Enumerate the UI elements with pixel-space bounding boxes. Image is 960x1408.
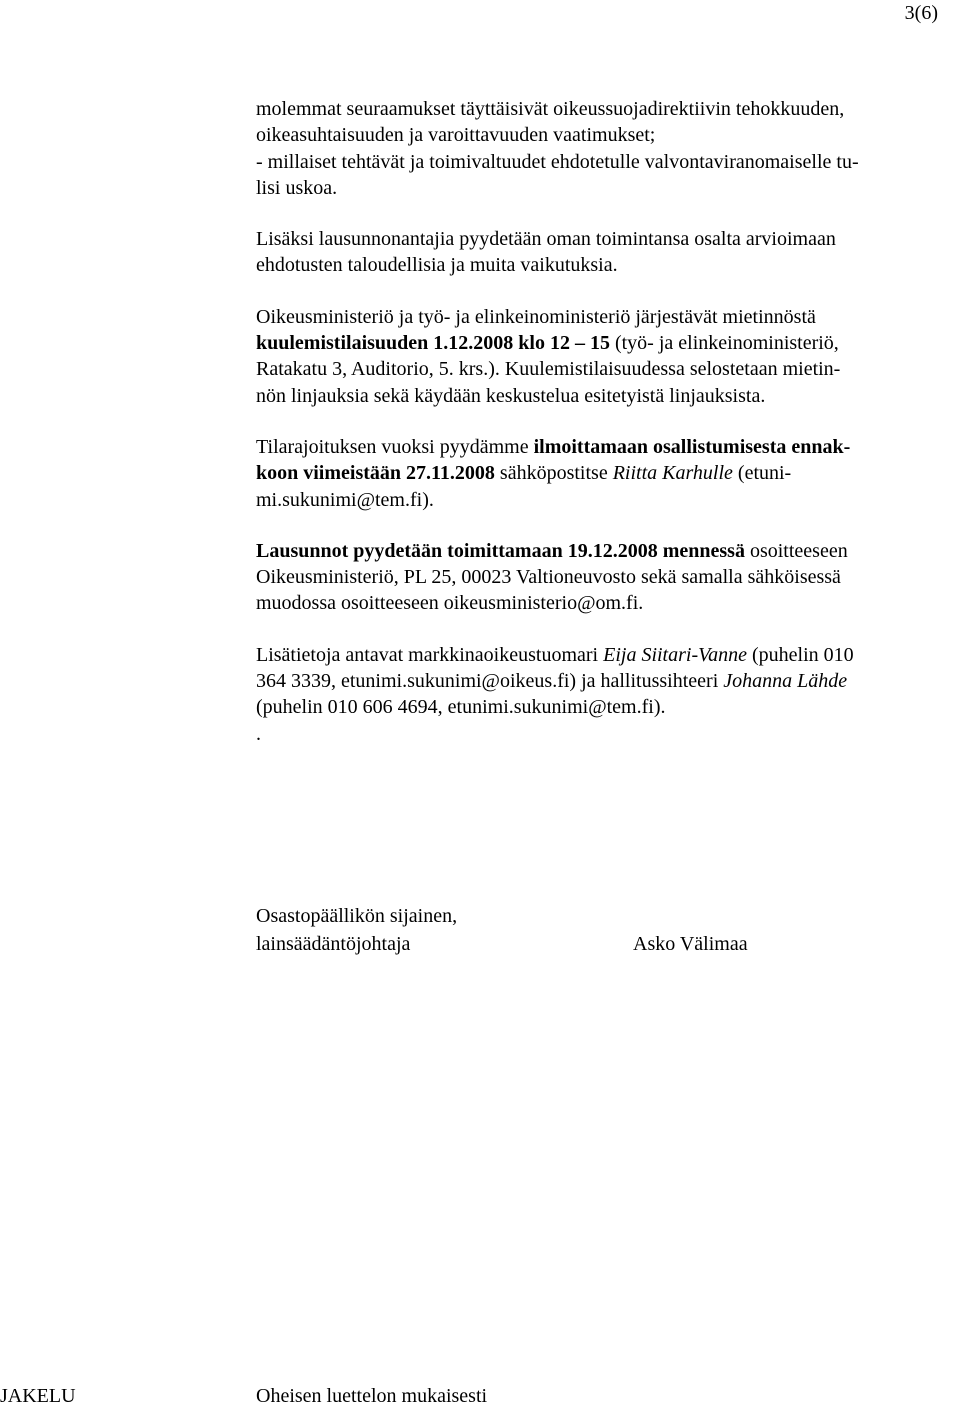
- distribution-line: [0, 1384, 960, 1408]
- contact-name-italic: Johanna Lähde: [723, 670, 848, 693]
- text-line: Oikeusministeriö, PL 25, 00023 Valtioneuvosto sekä samalla sähköisessä: [256, 566, 841, 589]
- text-line: ehdotusten taloudellisia ja muita vaikutuksia.: [256, 254, 618, 277]
- page-number: 3(6): [904, 2, 938, 24]
- text-line: [256, 642, 948, 668]
- text-line: muodossa osoitteeseen oikeusministerio@om.fi.: [256, 592, 644, 615]
- paragraph-requirements: [256, 96, 948, 201]
- registration-email-start: (etuni-: [732, 462, 792, 485]
- paragraph-hearing-event: [256, 304, 948, 409]
- paragraph-contact-info: [256, 642, 948, 747]
- text-line: Oikeusministeriö ja työ- ja elinkeinoministeriö järjestävät mietinnöstä: [256, 305, 816, 328]
- paragraph-statement-deadline: [256, 538, 948, 617]
- text-line: nön linjauksia sekä käydään keskustelua esitetyistä linjauksista.: [256, 384, 766, 407]
- text-line: [256, 434, 948, 460]
- contact-intro-text: Lisätietoja antavat markkinaoikeustuomari: [256, 643, 604, 666]
- registration-deadline-bold: koon viimeistään 27.11.2008: [256, 462, 495, 485]
- text-line: oikeasuhtaisuuden ja varoittavuuden vaatimukset;: [256, 124, 656, 147]
- signer-title-line-1: Osastopäällikön sijainen,: [256, 905, 458, 927]
- signer-title-line-2: lainsäädäntöjohtaja: [256, 933, 411, 955]
- contact-phone-email-text: 364 3339, etunimi.sukunimi@oikeus.fi) ja hallitussihteeri: [256, 670, 724, 693]
- contact-phone-start: (puhelin 010: [747, 643, 854, 666]
- paragraph-registration: [256, 434, 948, 513]
- text-line: .: [256, 722, 261, 745]
- text-line: lisi uskoa.: [256, 176, 338, 199]
- text-line: molemmat seuraamukset täyttäisivät oikeussuojadirektiivin tehokkuuden,: [256, 98, 845, 120]
- distribution-label: JAKELU: [0, 1385, 76, 1407]
- text-line: [256, 460, 948, 486]
- contact-name-italic: Eija Siitari-Vanne: [603, 643, 747, 666]
- statement-deadline-bold: Lausunnot pyydetään toimittamaan 19.12.2008 mennessä: [256, 539, 745, 562]
- hearing-location-text: (työ- ja elinkeinoministeriö,: [609, 332, 839, 355]
- statement-address-intro: osoitteeseen: [744, 539, 848, 562]
- registration-bold-text: ilmoittamaan osallistumisesta ennak-: [533, 435, 851, 458]
- registration-intro-text: Tilarajoituksen vuoksi pyydämme: [256, 435, 534, 458]
- distribution-value: Oheisen luettelon mukaisesti: [256, 1385, 488, 1407]
- signature-block: [256, 902, 856, 958]
- text-line: mi.sukunimi@tem.fi).: [256, 488, 434, 511]
- text-line: [256, 330, 948, 356]
- registration-contact-italic: Riitta Karhulle: [612, 462, 733, 485]
- signer-name: Asko Välimaa: [633, 933, 748, 955]
- paragraph-impact-request: [256, 226, 948, 279]
- text-line: - millaiset tehtävät ja toimivaltuudet ehdotetulle valvontaviranomaiselle tu-: [256, 150, 859, 173]
- document-body: [256, 96, 948, 747]
- hearing-date-bold: kuulemistilaisuuden 1.12.2008 klo 12: [256, 332, 570, 355]
- text-line: Ratakatu 3, Auditorio, 5. krs.). Kuulemistilaisuudessa selostetaan mietin-: [256, 358, 841, 381]
- registration-method-text: sähköpostitse: [494, 462, 613, 485]
- hearing-time-dash: –: [574, 332, 585, 355]
- text-line: Lisäksi lausunnonantajia pyydetään oman toimintansa osalta arvioimaan: [256, 228, 836, 251]
- text-line: [256, 668, 948, 694]
- hearing-time-end-bold: 15: [589, 332, 610, 355]
- text-line: (puhelin 010 606 4694, etunimi.sukunimi@tem.fi).: [256, 696, 666, 719]
- text-line: [256, 538, 948, 564]
